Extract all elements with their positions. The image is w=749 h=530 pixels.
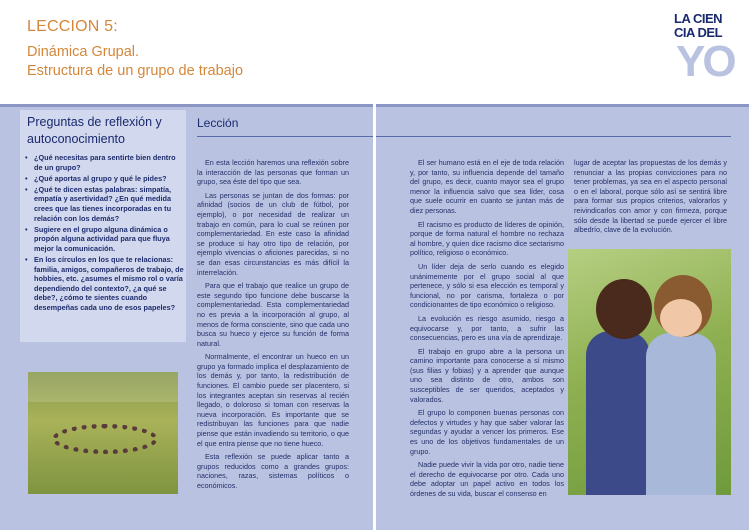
paragraph: Nadie puede vivir la vida por otro, nadie tiene el derecho de equivocarse por otro. Cada uno debe adoptar un papel activo en todos los órdenes de su vida, buscar el consenso en <box>410 460 564 498</box>
question-item: • En los círculos en los que te relacionas: familia, amigos, compañeros de trabajo, de hobbies, etc. ¿asumes el mismo rol o varía dependiendo del contexto?, ¿a qué se debe?, ¿cómo te sientes cuando desempeñas cada uno de esos papeles? <box>24 255 184 313</box>
child-left-head <box>596 279 652 339</box>
paragraph: Para que el trabajo que realice un grupo de este segundo tipo funcione debe buscarse la complementariedad. Esta complementariedad no es previa a la incorporación al grupo, al menos de forma consciente, sino que cada uno busca su hueco y ejerce su función de forma natural. <box>197 281 349 348</box>
left-header-rule <box>0 104 373 107</box>
question-item: • ¿Qué te dicen estas palabras: simpatía, empatía y asertividad? ¿En qué medida crees que las tienes incorporadas en tu relación con los demás? <box>24 185 184 223</box>
right-page <box>376 0 749 530</box>
lesson-column-2 <box>410 158 564 503</box>
section-heading: Lección <box>197 116 239 130</box>
group-circle-photo <box>28 372 178 494</box>
right-header <box>376 0 749 104</box>
section-rule-right <box>376 136 731 137</box>
logo-line1: LA CIEN <box>674 11 723 26</box>
logo-line3: YO <box>676 37 734 86</box>
right-header-rule <box>376 104 749 107</box>
left-header <box>0 0 373 104</box>
lesson-number: LECCION 5: <box>27 18 118 35</box>
paragraph: Esta reflexión se puede aplicar tanto a grupos reducidos como a grandes grupos: naciones, razas, sistemas políticos o económicos. <box>197 452 349 490</box>
paragraph: Las personas se juntan de dos formas: por afinidad (socios de un club de fútbol, por ejemplo), o por necesidad de realizar un trabajo en común, para lo cual se reúnen por complementariedad. En este caso la afinidad se produce si hay otro tipo de relación, por ejemplo vivencias o aficiones parecidas, si no se dan esas circunstancias es más difícil la interrelación. <box>197 190 349 277</box>
lesson-title <box>27 43 243 81</box>
photo-sky <box>28 372 178 402</box>
child-left-body <box>586 331 650 495</box>
children-hugging-photo <box>568 249 731 495</box>
child-right-body <box>646 333 716 495</box>
paragraph: El racismo es producto de líderes de opinión, porque de forma natural el hombre no rechaza al hombre, y quien dice racismo dice sectarismo político, religioso o económico. <box>410 219 564 258</box>
paragraph: La evolución es riesgo asumido, riesgo a equivocarse y, por tanto, a sufrir las consecuencias, pero es una vía de aprendizaje. <box>410 313 564 343</box>
question-item: • Sugiere en el grupo alguna dinámica o propón alguna actividad para que fluya mejor la comunicación. <box>24 225 184 254</box>
logo-line2: CIA DEL <box>674 25 723 40</box>
paragraph: En esta lección haremos una reflexión sobre la interacción de las personas que forman un grupo, sea éste del tipo que sea. <box>197 158 349 187</box>
la-ciencia-del-yo-logo <box>674 12 736 86</box>
child-right-face <box>660 299 702 337</box>
reflection-sidebar <box>20 110 186 342</box>
lesson-column-1 <box>197 158 349 495</box>
question-item: • ¿Qué aportas al grupo y qué le pides? <box>24 174 184 184</box>
paragraph: lugar de aceptar las propuestas de los demás y renunciar a las propias convicciones para no tener problemas, ya sea en el aspecto personal o en el laboral, porque sólo así se sentirá libre para formar sus propios criterios, valorarlos y reivindicarlos con amor y con firmeza, porque sólo desde la libertad se puede ejercer el libre albedrío, clave de la evolución. <box>574 158 727 235</box>
lesson-title-line1: Dinámica Grupal. <box>27 44 140 60</box>
paragraph: Normalmente, el encontrar un hueco en un grupo ya formado implica el desplazamiento de los demás y, por tanto, la redistribución de funciones. El cambio puede ser placentero, si los integrantes aceptan sin reservas al recién llegado, o doloroso si toman con reservas la nueva incorporación. Es importante que se redistribuyan las funciones para que nadie piense que están invadiendo su territorio, o que el que entra piense que no tiene hueco. <box>197 352 349 448</box>
lesson-column-3 <box>574 158 727 239</box>
paragraph: El grupo lo componen buenas personas con defectos y virtudes y hay que saber valorar las segundas y ayudar a vencer los primeros. Ese es uno de los objetivos fundamentales de un grupo. <box>410 408 564 456</box>
sidebar-title: Preguntas de reflexión y autoconocimiento <box>27 115 162 146</box>
lesson-title-line2: Estructura de un grupo de trabajo <box>27 63 244 79</box>
paragraph: El ser humano está en el eje de toda relación y, por tanto, su influencia depende del tamaño del grupo, es decir, cuanto mayor sea el grupo menor la influencia salvo que sea líder, cosa que suele ocurrir en cuanto se juntan más de diez personas. <box>410 158 564 215</box>
question-list <box>24 153 184 314</box>
left-page <box>0 0 373 530</box>
section-rule <box>197 136 373 137</box>
paragraph: El trabajo en grupo abre a la persona un camino importante para conocerse a sí mismo (sus filias y fobias) y a aprender que aunque uno sea distinto de otro, ambos son susceptibles de ser queridos, aceptados y valorados. <box>410 346 564 404</box>
paragraph: Un líder deja de serlo cuando es elegido unánimemente por el grupo social al que pertenece, y sólo si esa elección es temporal y funcional, no por carisma, fortaleza o por condicionantes de tipo económico o religioso. <box>410 261 564 310</box>
people-ring <box>52 424 158 454</box>
question-item: • ¿Qué necesitas para sentirte bien dentro de un grupo? <box>24 153 184 172</box>
